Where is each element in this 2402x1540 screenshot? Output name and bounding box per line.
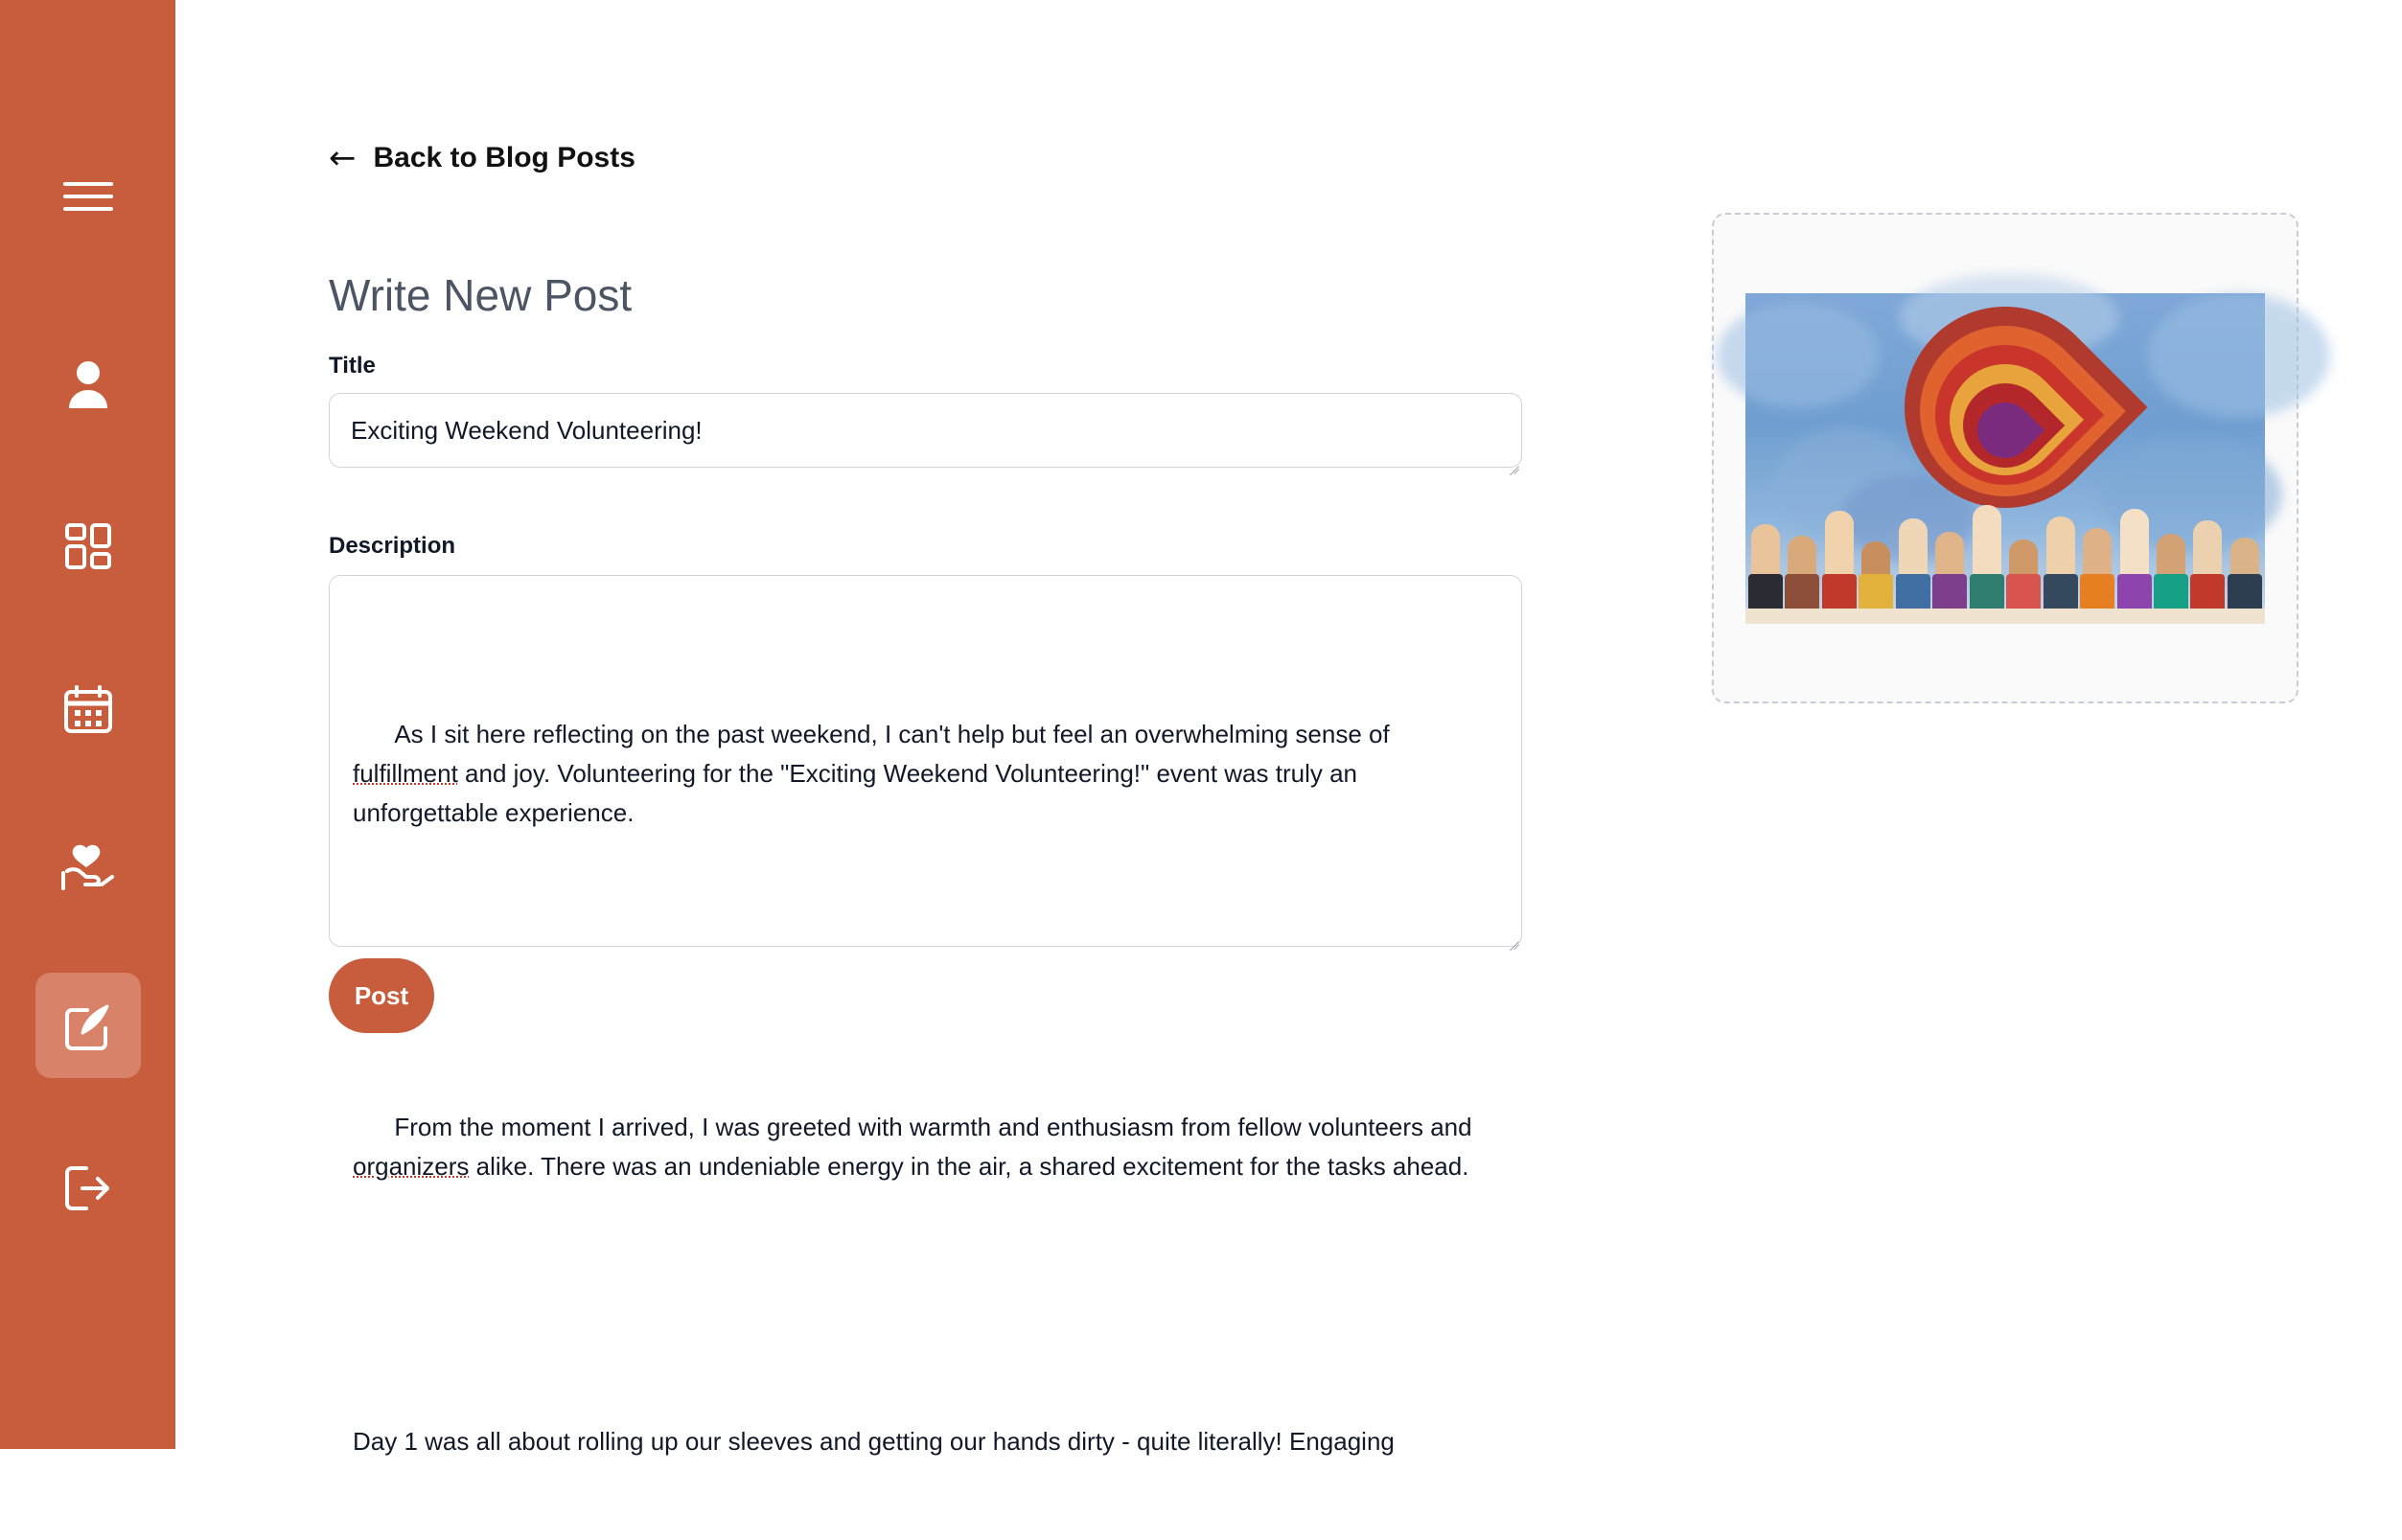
write-post-icon [62,1000,114,1051]
sidebar-item-write-post[interactable] [35,973,141,1078]
description-p1-text-b: and joy. Volunteering for the "Exciting Weekend Volunteering!" event was truly an unforgettable experience. [353,759,1365,827]
back-link-label: Back to Blog Posts [373,142,635,173]
image-preview-panel[interactable] [1712,213,2298,703]
sidebar-item-profile[interactable] [35,331,141,436]
raised-hands-illustration [1745,480,2265,624]
description-p1-misspelled-word: fulfillment [353,759,458,788]
back-arrow-icon: ← [329,139,357,177]
description-paragraph-3: Day 1 was all about rolling up our sleeves and getting our hands dirty - quite literally! Engaging [353,1427,1395,1456]
post-button[interactable]: Post [329,958,434,1033]
user-profile-icon [65,358,111,408]
sidebar-item-volunteer[interactable] [35,815,141,920]
hamburger-menu-icon [61,176,115,217]
painting-ground [1745,609,2265,624]
page-title: Write New Post [329,269,633,320]
heart-hand-icon [61,842,115,892]
post-preview-image [1745,293,2265,624]
back-to-blog-posts-link[interactable] [329,139,635,177]
main-content [175,0,2402,1456]
description-field-label: Description [329,533,456,559]
sidebar-item-events[interactable] [35,656,141,762]
description-paragraph-2 [353,1069,1498,1226]
sidebar-item-dashboard[interactable] [35,494,141,599]
calendar-icon [63,684,113,734]
sidebar-item-menu[interactable] [35,144,141,249]
title-field-label: Title [329,353,376,379]
dashboard-grid-icon [64,522,112,570]
description-p2-text-a: From the moment I arrived, I was greeted with warmth and enthusiasm from fellow volunteers and [394,1113,1479,1141]
description-p1-text-a: As I sit here reflecting on the past weekend, I can't help but feel an overwhelming sense of [394,720,1397,748]
description-paragraph-1 [353,676,1498,872]
logout-icon [63,1164,113,1212]
description-p2-misspelled-word: organizers [353,1152,470,1181]
title-input[interactable] [329,393,1522,468]
sidebar-item-logout[interactable] [35,1136,141,1241]
description-p2-text-b: alike. There was an undeniable energy in the air, a shared excitement for the tasks ahead. [469,1152,1469,1181]
sidebar [0,0,175,1449]
